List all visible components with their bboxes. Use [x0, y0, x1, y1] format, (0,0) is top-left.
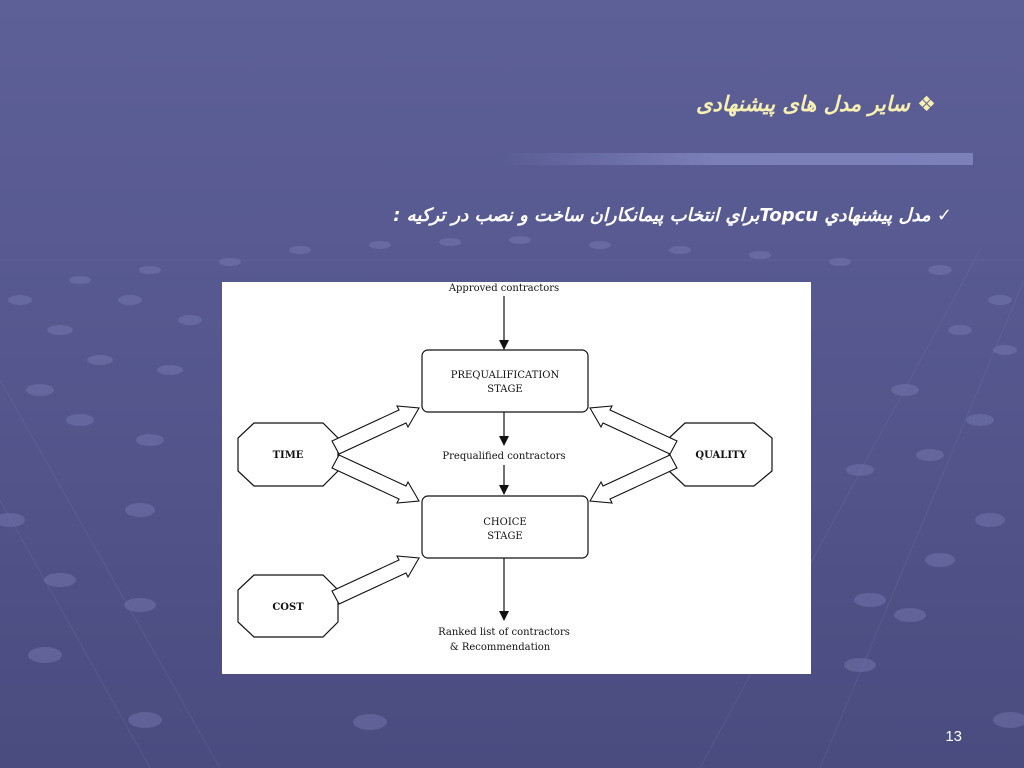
checkmark-bullet-icon: ✓	[936, 205, 952, 226]
diamond-bullet-icon: ❖	[917, 92, 936, 116]
ranked-list-label-line1: Ranked list of contractors	[438, 627, 570, 638]
time-label: TIME	[272, 450, 304, 461]
choice-stage-line2: STAGE	[487, 531, 523, 542]
time-to-prequalification-arrow	[332, 406, 419, 454]
title-underline-bar	[500, 153, 973, 165]
prequalification-diagram	[222, 282, 811, 674]
quality-to-prequalification-arrow	[590, 406, 677, 454]
prequalification-stage-line2: STAGE	[487, 384, 523, 395]
choice-stage-line1: CHOICE	[483, 517, 527, 528]
diagram-panel	[222, 282, 811, 674]
quality-to-choice-arrow	[590, 455, 677, 503]
prequalification-stage-line1: PREQUALIFICATION	[450, 370, 560, 381]
cost-label: COST	[272, 602, 304, 613]
prequalified-contractors-label: Prequalified contractors	[442, 451, 566, 462]
cost-to-choice-arrow	[332, 556, 419, 604]
quality-label: QUALITY	[695, 450, 747, 461]
slide-subtitle	[102, 205, 952, 226]
approved-contractors-label: Approved contractors	[448, 283, 560, 294]
slide-title	[336, 92, 936, 116]
prequalification-stage-box	[422, 350, 588, 412]
slide-subtitle-text: مدل پیشنهادي Topcuبراي انتخاب پيمانكاران ساخت و نصب در تركيه :	[393, 205, 931, 226]
slide-title-text: سایر مدل های پیشنهادی	[695, 92, 910, 116]
time-to-choice-arrow	[332, 455, 419, 503]
page-number: 13	[945, 728, 962, 745]
ranked-list-label-line2: & Recommendation	[449, 642, 551, 653]
